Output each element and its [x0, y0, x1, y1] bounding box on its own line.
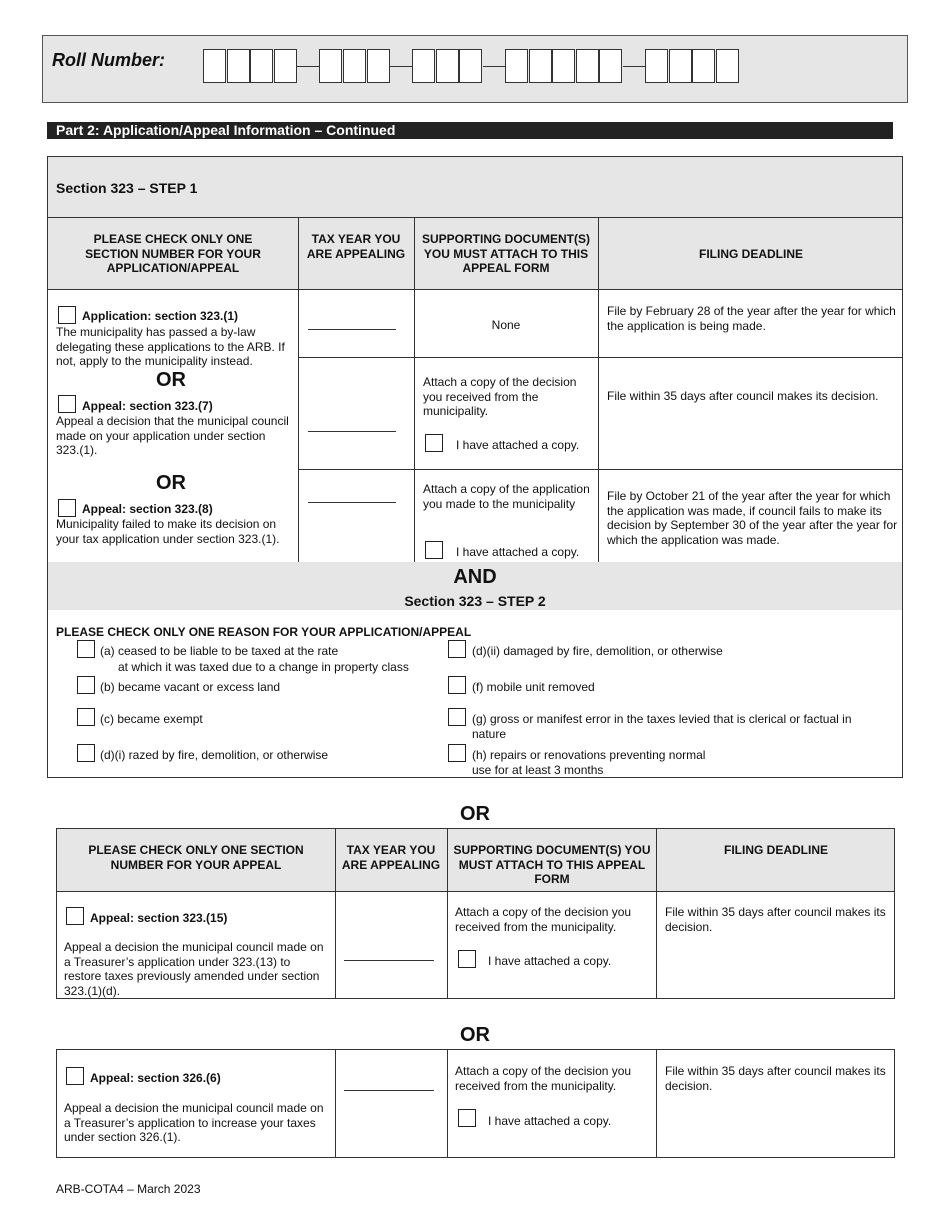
or-divider-2: OR: [156, 472, 186, 494]
roll-digit-box[interactable]: [669, 49, 692, 83]
reason-checkbox-h[interactable]: [448, 744, 466, 762]
tax-year-field-326-6[interactable]: [344, 1090, 434, 1091]
attached-label-323-7: I have attached a copy.: [456, 438, 580, 452]
option-label-326-6: Appeal: section 326.(6): [90, 1071, 221, 1085]
roll-digit-box[interactable]: [552, 49, 575, 83]
roll-digit-box[interactable]: [203, 49, 226, 83]
attached-checkbox-323-15[interactable]: [458, 950, 476, 968]
col-header-tax-year: TAX YEAR YOU ARE APPEALING: [306, 232, 406, 261]
roll-digit-box[interactable]: [459, 49, 482, 83]
option-desc-323-8: Municipality failed to make its decision on your tax application under section 323.(1).: [56, 517, 280, 546]
t2-col-header-tax-year: TAX YEAR YOU ARE APPEALING: [341, 843, 441, 872]
deadline-323-15: File within 35 days after council makes its decision.: [665, 905, 886, 934]
reason-checkbox-d-i[interactable]: [77, 744, 95, 762]
roll-digit-box[interactable]: [692, 49, 715, 83]
section-326-6-table: [56, 1049, 895, 1158]
supporting-323-8: Attach a copy of the application you made to the municipality: [423, 482, 590, 511]
or-divider-1: OR: [156, 369, 186, 391]
supporting-323-7: Attach a copy of the decision you received from the municipality.: [423, 375, 577, 418]
reason-d-i: (d)(i) razed by fire, demolition, or otherwise: [100, 748, 329, 762]
step1-title: Section 323 – STEP 1: [56, 180, 198, 196]
reason-checkbox-a[interactable]: [77, 640, 95, 658]
supporting-326-6: Attach a copy of the decision you received from the municipality.: [455, 1064, 632, 1093]
attached-label-326-6: I have attached a copy.: [488, 1114, 612, 1128]
attached-checkbox-326-6[interactable]: [458, 1109, 476, 1127]
roll-digit-box[interactable]: [436, 49, 459, 83]
reason-h-line2: use for at least 3 months: [472, 763, 604, 777]
option-label-323-1: Application: section 323.(1): [82, 309, 239, 323]
reason-checkbox-c[interactable]: [77, 708, 95, 726]
roll-digit-box[interactable]: [319, 49, 342, 83]
step1-table: [47, 156, 903, 778]
tax-year-field-323-15[interactable]: [344, 960, 434, 961]
section-323-15-table: [56, 828, 895, 999]
roll-digit-box[interactable]: [576, 49, 599, 83]
roll-digit-box[interactable]: [250, 49, 273, 83]
supporting-323-1: None: [491, 318, 521, 332]
attached-label-323-15: I have attached a copy.: [488, 954, 612, 968]
reason-b: (b) became vacant or excess land: [100, 680, 281, 694]
roll-digit-box[interactable]: [274, 49, 297, 83]
roll-digit-box[interactable]: [645, 49, 668, 83]
col-header-section: PLEASE CHECK ONLY ONE SECTION NUMBER FOR YOUR APPLICATION/APPEAL: [85, 232, 261, 275]
roll-digit-box[interactable]: [367, 49, 390, 83]
roll-digit-box[interactable]: [529, 49, 552, 83]
attached-checkbox-323-8[interactable]: [425, 541, 443, 559]
option-label-323-15: Appeal: section 323.(15): [90, 911, 228, 925]
checkbox-323-8[interactable]: [58, 499, 76, 517]
roll-digit-box[interactable]: [227, 49, 250, 83]
checkbox-326-6[interactable]: [66, 1067, 84, 1085]
roll-number-label: Roll Number:: [52, 50, 166, 70]
attached-checkbox-323-7[interactable]: [425, 434, 443, 452]
reason-c: (c) became exempt: [100, 712, 203, 726]
col-header-deadline: FILING DEADLINE: [699, 247, 803, 261]
deadline-326-6: File within 35 days after council makes its decision.: [665, 1064, 886, 1093]
roll-digit-box[interactable]: [716, 49, 739, 83]
reason-g-line2: nature: [472, 727, 507, 741]
t2-col-header-deadline: FILING DEADLINE: [724, 843, 828, 857]
checkbox-323-1[interactable]: [58, 306, 76, 324]
form-footer: ARB-COTA4 – March 2023: [56, 1182, 201, 1196]
step2-title: Section 323 – STEP 2: [404, 593, 546, 609]
roll-number-panel: [42, 35, 908, 103]
and-label: AND: [453, 566, 497, 588]
tax-year-field-323-1[interactable]: [308, 329, 396, 330]
option-desc-323-7: Appeal a decision that the municipal council made on your application under section 323.(1).: [56, 414, 289, 457]
roll-digit-box[interactable]: [412, 49, 435, 83]
roll-digit-box[interactable]: [343, 49, 366, 83]
option-desc-323-15: Appeal a decision the municipal council made on a Treasurer’s application under 323.(13) to restore taxes previously amended under section 323.(1)(d).: [64, 940, 324, 998]
deadline-323-1: File by February 28 of the year after the year for which the application is being made.: [607, 304, 896, 333]
step2-instruction: PLEASE CHECK ONLY ONE REASON FOR YOUR APPLICATION/APPEAL: [56, 625, 472, 639]
reason-checkbox-d-ii[interactable]: [448, 640, 466, 658]
roll-digit-box[interactable]: [505, 49, 528, 83]
t2-col-header-supporting: SUPPORTING DOCUMENT(S) YOU MUST ATTACH TO THIS APPEAL FORM: [453, 843, 651, 886]
roll-digit-box[interactable]: [599, 49, 622, 83]
reason-h-line1: (h) repairs or renovations preventing normal: [472, 748, 706, 762]
reason-g-line1: (g) gross or manifest error in the taxes levied that is clerical or factual in: [472, 712, 852, 726]
reason-a-line2: at which it was taxed due to a change in property class: [118, 660, 409, 674]
tax-year-field-323-7[interactable]: [308, 431, 396, 432]
checkbox-323-7[interactable]: [58, 395, 76, 413]
option-desc-326-6: Appeal a decision the municipal council made on a Treasurer’s application to increase your taxes under section 326.(1).: [64, 1101, 324, 1144]
roll-separator: [483, 66, 505, 67]
or-label-2: OR: [460, 1024, 490, 1046]
reason-checkbox-b[interactable]: [77, 676, 95, 694]
roll-separator: [623, 66, 645, 67]
deadline-323-8: File by October 21 of the year after the year for which the application was made, if council fails to make its decision by September 30 of the year after the year for which the application was made.: [607, 489, 898, 547]
col-header-supporting: SUPPORTING DOCUMENT(S) YOU MUST ATTACH TO THIS APPEAL FORM: [422, 232, 590, 275]
reason-d-ii: (d)(ii) damaged by fire, demolition, or otherwise: [472, 644, 723, 658]
supporting-323-15: Attach a copy of the decision you received from the municipality.: [455, 905, 632, 934]
reason-a-line1: (a) ceased to be liable to be taxed at the rate: [100, 644, 339, 658]
tax-year-field-323-8[interactable]: [308, 502, 396, 503]
or-label-1: OR: [460, 803, 490, 825]
roll-separator: [390, 66, 412, 67]
option-desc-323-1: The municipality has passed a by-law delegating these applications to the ARB. If not, apply to the municipality instead.: [56, 325, 285, 368]
reason-checkbox-f[interactable]: [448, 676, 466, 694]
reason-f: (f) mobile unit removed: [472, 680, 595, 694]
attached-label-323-8: I have attached a copy.: [456, 545, 580, 559]
t2-col-header-section: PLEASE CHECK ONLY ONE SECTION NUMBER FOR YOUR APPEAL: [88, 843, 304, 872]
option-label-323-8: Appeal: section 323.(8): [82, 502, 213, 516]
roll-separator: [297, 66, 319, 67]
checkbox-323-15[interactable]: [66, 907, 84, 925]
option-label-323-7: Appeal: section 323.(7): [82, 399, 213, 413]
part2-header: Part 2: Application/Appeal Information – Continued: [47, 122, 893, 139]
deadline-323-7: File within 35 days after council makes its decision.: [607, 389, 879, 403]
reason-checkbox-g[interactable]: [448, 708, 466, 726]
